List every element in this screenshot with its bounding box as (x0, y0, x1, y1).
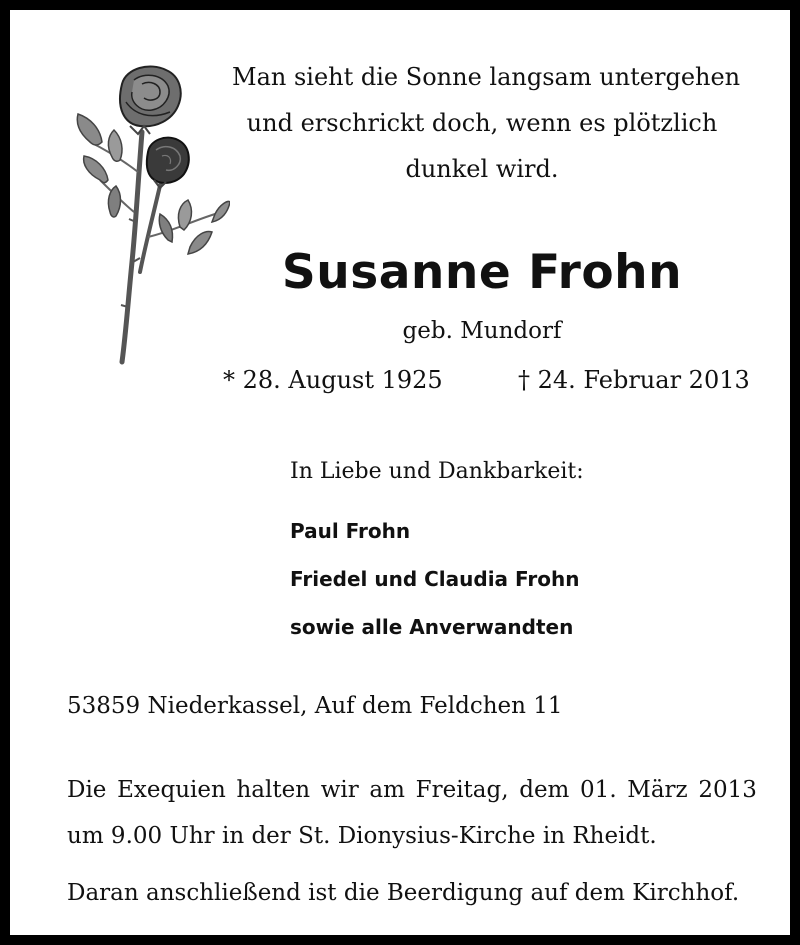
mourners-list (290, 507, 579, 651)
deceased-name: Susanne Frohn (281, 245, 683, 300)
birth-date: * 28. August 1925 (223, 366, 443, 394)
service-word: 01. (580, 777, 617, 803)
death-date: † 24. Februar 2013 (518, 366, 750, 394)
thanks-intro: In Liebe und Dankbarkeit: (290, 459, 584, 484)
service-line-2: um 9.00 Uhr in der St. Dionysius-Kirche in Rheidt. (67, 823, 657, 849)
verse-line: dunkel wird. (405, 155, 559, 183)
service-info (67, 768, 757, 860)
mourner-name: Paul Frohn (290, 519, 411, 543)
service-word: dem (519, 777, 570, 803)
service-word: Exequien (117, 777, 226, 803)
verse (232, 54, 741, 192)
service-word: 2013 (698, 777, 757, 803)
rose-icon (70, 62, 230, 367)
mourner-name: Friedel und Claudia Frohn (290, 567, 580, 591)
verse-line: und erschrickt doch, wenn es plötzlich (246, 109, 718, 137)
address: 53859 Niederkassel, Auf dem Feldchen 11 (67, 693, 563, 719)
service-word: wir (320, 777, 359, 803)
service-word: März (627, 777, 688, 803)
mourner-name: sowie alle Anverwandten (290, 615, 574, 639)
service-word: halten (236, 777, 311, 803)
service-line-1 (67, 768, 757, 812)
service-word: am (369, 777, 405, 803)
burial-info: Daran anschließend ist die Beerdigung auf dem Kirchhof. (67, 880, 740, 906)
verse-line: Man sieht die Sonne langsam untergehen (232, 63, 741, 91)
service-word: Die (67, 777, 107, 803)
maiden-name: geb. Mundorf (402, 318, 562, 344)
service-word: Freitag, (415, 777, 509, 803)
